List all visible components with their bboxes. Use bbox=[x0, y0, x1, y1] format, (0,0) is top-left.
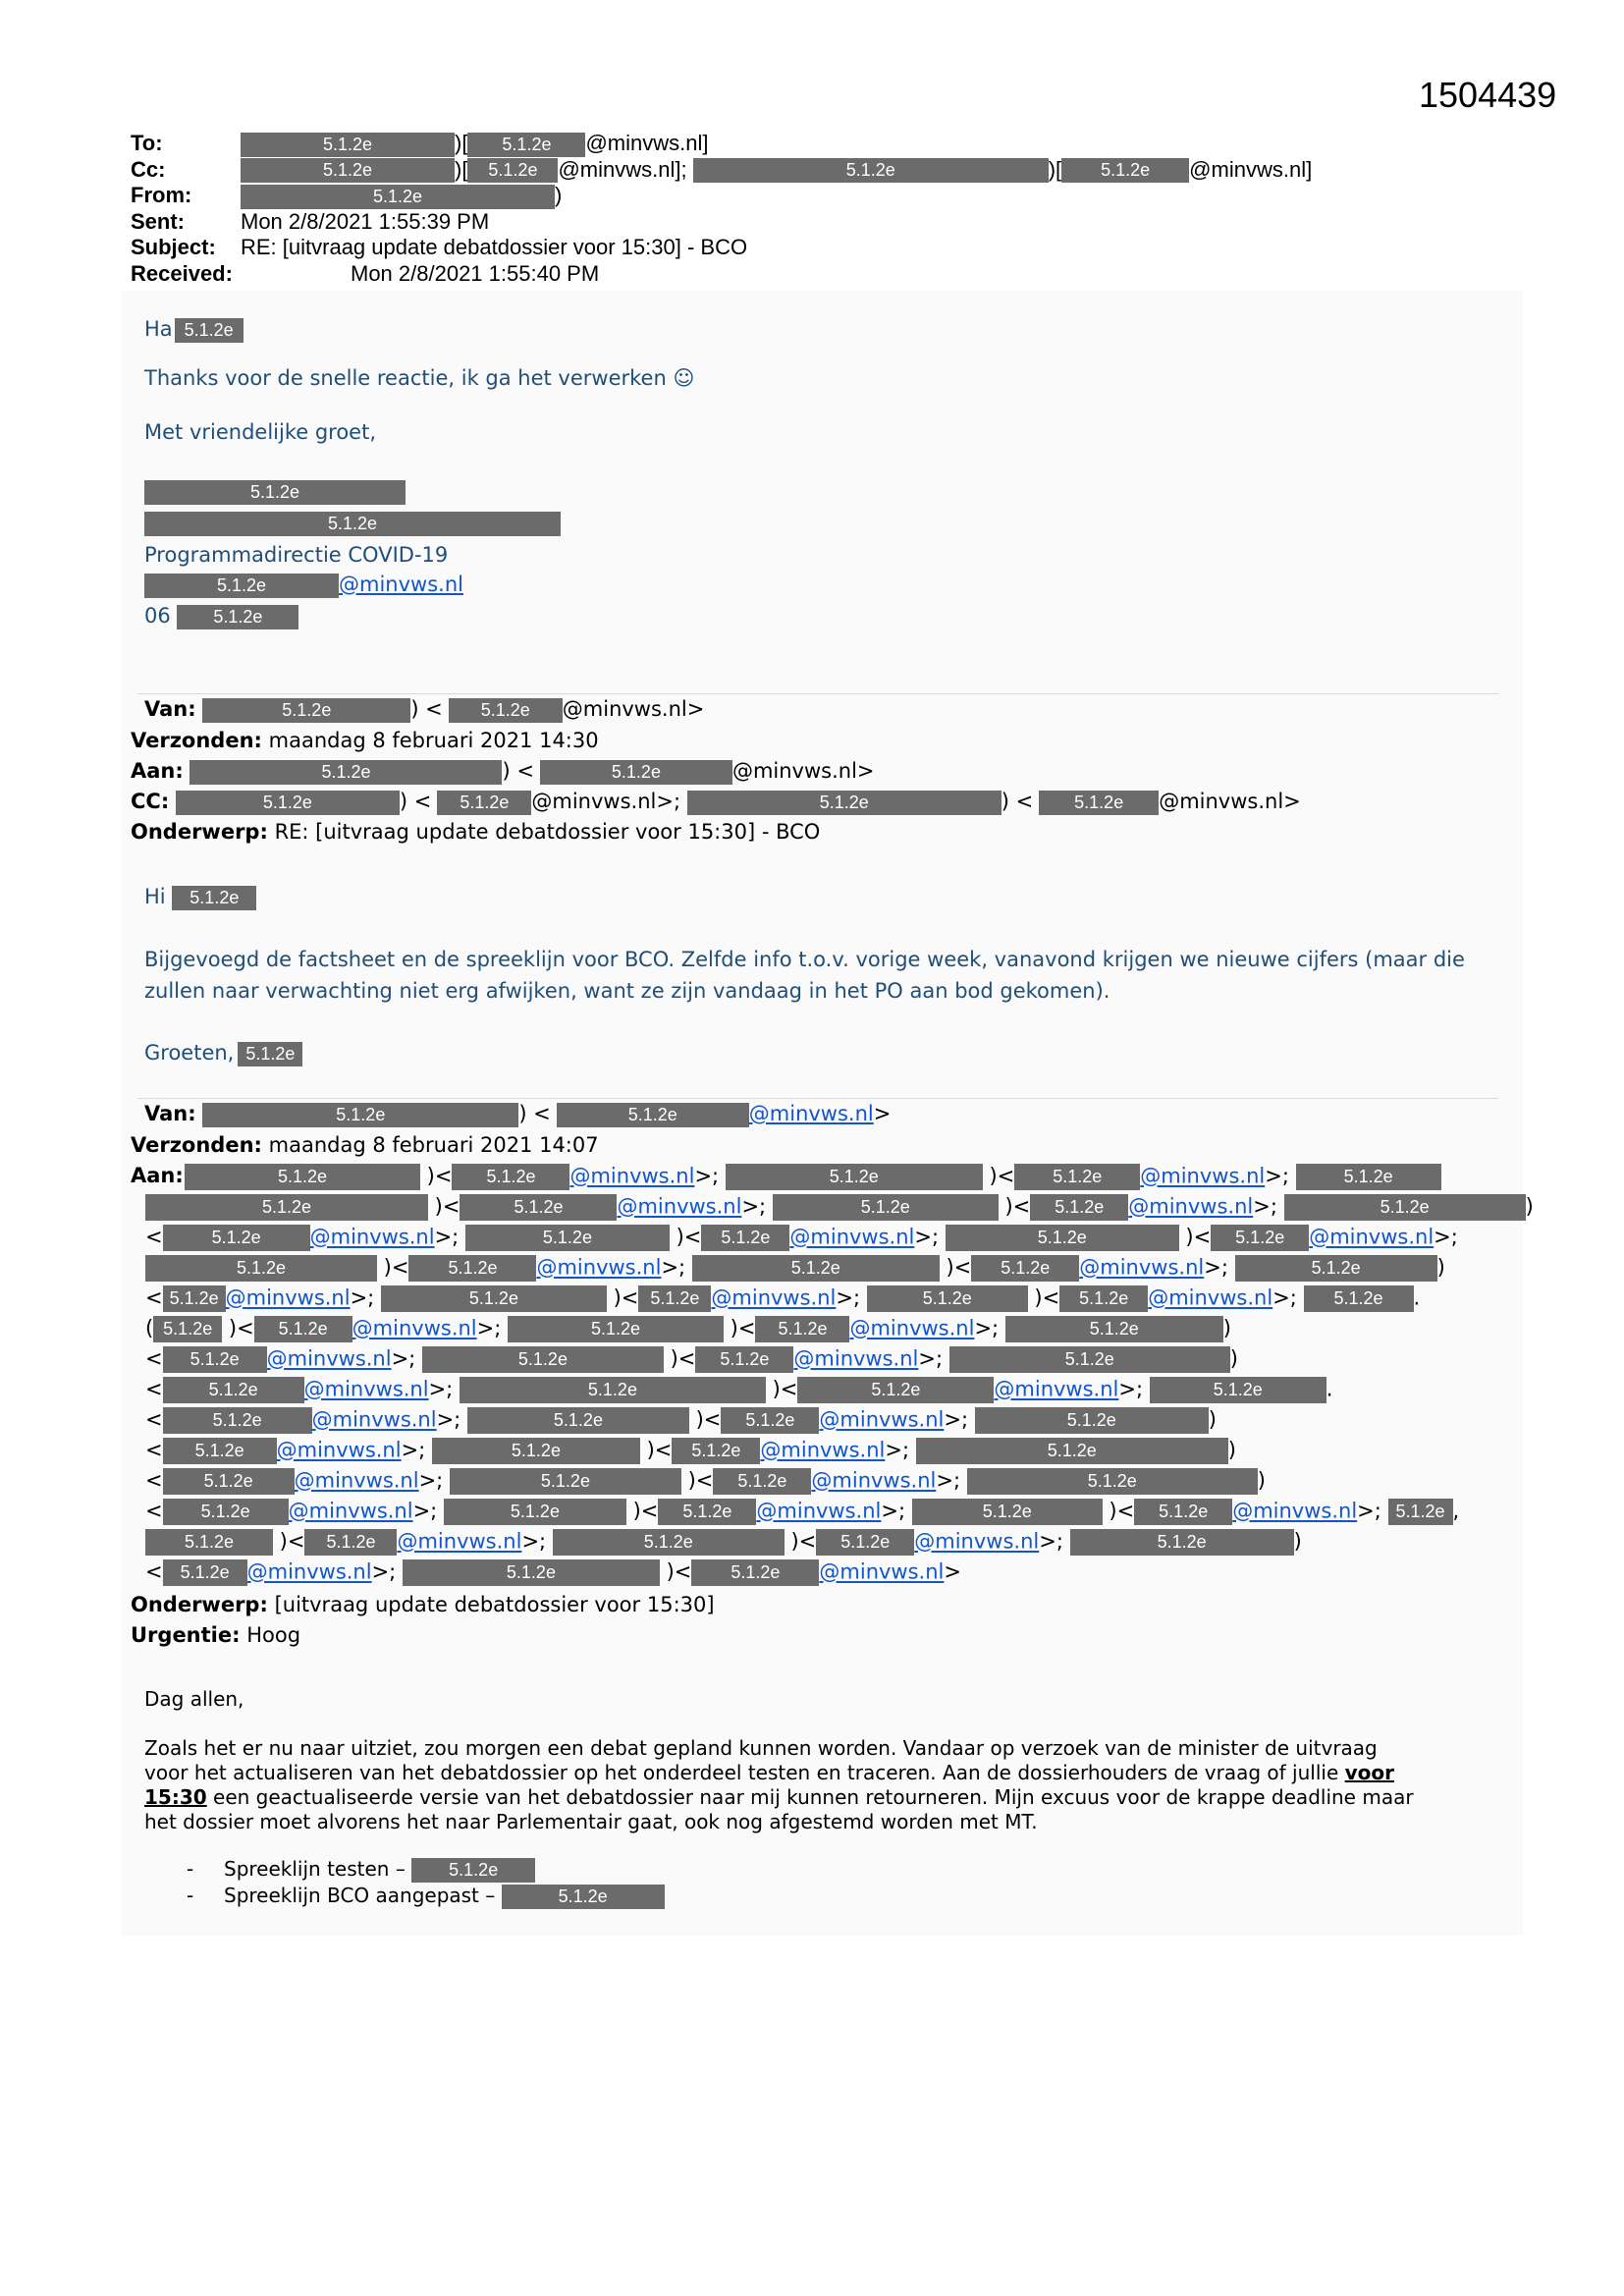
mail2-onderwerp-row: Onderwerp: RE: [uitvraag update debatdossier voor 15:30] - BCO bbox=[131, 820, 821, 844]
redaction: 5.1.2e bbox=[189, 760, 502, 785]
redaction: 5.1.2e bbox=[241, 185, 555, 209]
subject-value: RE: [uitvraag update debatdossier voor 15:30] - BCO bbox=[241, 235, 748, 259]
recipient-row: < 5.1.2e @minvws.nl>; 5.1.2e )< 5.1.2e @minvws.nl>; 5.1.2e )< 5.1.2e @minvws.nl>; 5.1.2e , bbox=[145, 1499, 1459, 1526]
redaction: 5.1.2e bbox=[172, 886, 256, 910]
reply1-line1: Thanks voor de snelle reactie, ik ga het verwerken ☺ bbox=[144, 366, 695, 390]
mail3-urgentie-row: Urgentie: Hoog bbox=[131, 1623, 301, 1647]
deadline-time: 15:30 bbox=[144, 1785, 207, 1809]
redaction: 5.1.2e bbox=[144, 574, 339, 598]
redaction: 5.1.2e bbox=[449, 698, 563, 723]
recipient-row: 5.1.2e )< 5.1.2e @minvws.nl>; 5.1.2e )< 5.1.2e @minvws.nl>; 5.1.2e ) bbox=[145, 1529, 1302, 1557]
redaction: 5.1.2e bbox=[540, 760, 732, 785]
mail3-van-row: Van: 5.1.2e ) < 5.1.2e @minvws.nl> bbox=[144, 1102, 892, 1125]
redaction-signature-title: 5.1.2e bbox=[144, 512, 561, 536]
reply1-regards: Met vriendelijke groet, bbox=[144, 420, 377, 444]
subject-label: Subject: bbox=[131, 235, 216, 259]
mail2-greeting: Hi 5.1.2e bbox=[144, 885, 256, 910]
redaction: 5.1.2e bbox=[557, 1103, 749, 1127]
recipient-row: ( 5.1.2e )< 5.1.2e @minvws.nl>; 5.1.2e )< 5.1.2e @minvws.nl>; 5.1.2e ) bbox=[145, 1316, 1231, 1343]
recipient-row: 5.1.2e )< 5.1.2e @minvws.nl>; 5.1.2e )< 5.1.2e @minvws.nl>; 5.1.2e bbox=[185, 1164, 1441, 1191]
received-value: Mon 2/8/2021 1:55:40 PM bbox=[351, 260, 600, 286]
reply1-greeting: Ha 5.1.2e bbox=[144, 317, 244, 343]
redaction-signature-name: 5.1.2e bbox=[144, 480, 406, 505]
recipient-row: < 5.1.2e @minvws.nl>; 5.1.2e )< 5.1.2e @minvws.nl> bbox=[145, 1559, 961, 1587]
redaction: 5.1.2e bbox=[467, 133, 585, 157]
redaction: 5.1.2e bbox=[241, 158, 455, 183]
mail3-onderwerp-row: Onderwerp: [uitvraag update debatdossier voor 15:30] bbox=[131, 1593, 715, 1616]
to-domain: @minvws.nl] bbox=[585, 131, 709, 155]
redaction: 5.1.2e bbox=[202, 698, 410, 723]
recipient-row: < 5.1.2e @minvws.nl>; 5.1.2e )< 5.1.2e @minvws.nl>; 5.1.2e )< 5.1.2e @minvws.nl>; bbox=[145, 1225, 1458, 1252]
mail2-body-line2: zullen naar verwachting niet erg afwijken, want ze zijn vandaag in het PO aan bod gekomen). bbox=[144, 979, 1110, 1003]
recipient-row: < 5.1.2e @minvws.nl>; 5.1.2e )< 5.1.2e @minvws.nl>; 5.1.2e ) bbox=[145, 1438, 1236, 1465]
recipient-row: < 5.1.2e @minvws.nl>; 5.1.2e )< 5.1.2e @minvws.nl>; 5.1.2e . bbox=[145, 1377, 1332, 1404]
recipient-list bbox=[137, 1164, 1534, 1596]
redaction: 5.1.2e bbox=[176, 791, 400, 815]
redaction: 5.1.2e bbox=[1061, 158, 1189, 183]
recipient-row: < 5.1.2e @minvws.nl>; 5.1.2e )< 5.1.2e @minvws.nl>; 5.1.2e )< 5.1.2e @minvws.nl>; 5.1.2e . bbox=[145, 1285, 1420, 1313]
redaction: 5.1.2e bbox=[202, 1103, 518, 1127]
redaction: 5.1.2e bbox=[687, 791, 1001, 815]
redaction: 5.1.2e bbox=[467, 158, 558, 183]
recipient-row: < 5.1.2e @minvws.nl>; 5.1.2e )< 5.1.2e @minvws.nl>; 5.1.2e ) bbox=[145, 1346, 1238, 1374]
redaction: 5.1.2e bbox=[1039, 791, 1159, 815]
to-label: To: bbox=[131, 131, 163, 155]
mail3-aan-label: Aan: bbox=[131, 1164, 184, 1187]
bullet-item: - Spreeklijn BCO aangepast – 5.1.2e bbox=[187, 1883, 665, 1909]
sent-label: Sent: bbox=[131, 208, 185, 234]
mail2-cc-row: CC: 5.1.2e ) < 5.1.2e @minvws.nl>; 5.1.2e ) < 5.1.2e @minvws.nl> bbox=[131, 790, 1301, 813]
mail2-closing: Groeten, 5.1.2e bbox=[144, 1041, 302, 1066]
bullet-item: - Spreeklijn testen – 5.1.2e bbox=[187, 1856, 665, 1883]
recipient-row: < 5.1.2e @minvws.nl>; 5.1.2e )< 5.1.2e @minvws.nl>; 5.1.2e ) bbox=[145, 1468, 1266, 1496]
redaction: 5.1.2e bbox=[241, 133, 455, 157]
bullet-list bbox=[187, 1856, 665, 1909]
deadline-word: voor bbox=[1344, 1761, 1395, 1784]
document-number: 1504439 bbox=[1419, 75, 1557, 115]
redaction: 5.1.2e bbox=[177, 605, 298, 629]
recipient-row: 5.1.2e )< 5.1.2e @minvws.nl>; 5.1.2e )< 5.1.2e @minvws.nl>; 5.1.2e ) bbox=[145, 1255, 1445, 1283]
reply1-phone: 06 5.1.2e bbox=[144, 604, 298, 629]
mail2-van-row: Van: 5.1.2e ) < 5.1.2e @minvws.nl> bbox=[144, 697, 705, 721]
mail2-verzonden-row: Verzonden: maandag 8 februari 2021 14:30 bbox=[131, 729, 599, 752]
email-link[interactable]: @minvws.nl bbox=[339, 573, 463, 596]
mail3-greeting: Dag allen, bbox=[144, 1687, 244, 1711]
redaction: 5.1.2e bbox=[693, 158, 1049, 183]
redaction: 5.1.2e bbox=[437, 791, 531, 815]
received-label: Received: bbox=[131, 260, 233, 286]
recipient-row: 5.1.2e )< 5.1.2e @minvws.nl>; 5.1.2e )< 5.1.2e @minvws.nl>; 5.1.2e ) bbox=[145, 1194, 1534, 1222]
cc-domain-1: @minvws.nl]; bbox=[558, 156, 687, 182]
redaction: 5.1.2e bbox=[238, 1042, 302, 1066]
mail3-verzonden-row: Verzonden: maandag 8 februari 2021 14:07 bbox=[131, 1133, 599, 1157]
from-label: From: bbox=[131, 183, 192, 207]
redaction: 5.1.2e bbox=[175, 318, 244, 343]
mail3-body: Zoals het er nu naar uitziet, zou morgen een debat gepland kunnen worden. Vandaar op verzoek van de minister de uitvraag voor het actualiseren van het debatdossier op het onderdeel testen en traceren. Aan de dossierhouders de vraag of jullie voor 15:30 een geactualiseerde versie van het debatdossier naar mij kunnen retourneren. Mijn excuus voor de krappe deadline maar het dossier moet alvorens het naar Parlementair gaat, ook nog afgestemd worden met MT. bbox=[144, 1736, 1414, 1833]
sent-value: Mon 2/8/2021 1:55:39 PM bbox=[241, 208, 490, 234]
recipient-row: < 5.1.2e @minvws.nl>; 5.1.2e )< 5.1.2e @minvws.nl>; 5.1.2e ) bbox=[145, 1407, 1217, 1435]
mail2-aan-row: Aan: 5.1.2e ) < 5.1.2e @minvws.nl> bbox=[131, 759, 875, 783]
reply1-org: Programmadirectie COVID-19 bbox=[144, 543, 449, 567]
divider bbox=[137, 1098, 1498, 1099]
cc-domain-2: @minvws.nl] bbox=[1189, 156, 1313, 182]
cc-label: Cc: bbox=[131, 156, 166, 182]
divider bbox=[137, 693, 1498, 694]
mail2-body-line1: Bijgevoegd de factsheet en de spreeklijn voor BCO. Zelfde info t.o.v. vorige week, vanavond krijgen we nieuwe cijfers (maar die bbox=[144, 948, 1465, 971]
reply1-email bbox=[144, 573, 463, 598]
